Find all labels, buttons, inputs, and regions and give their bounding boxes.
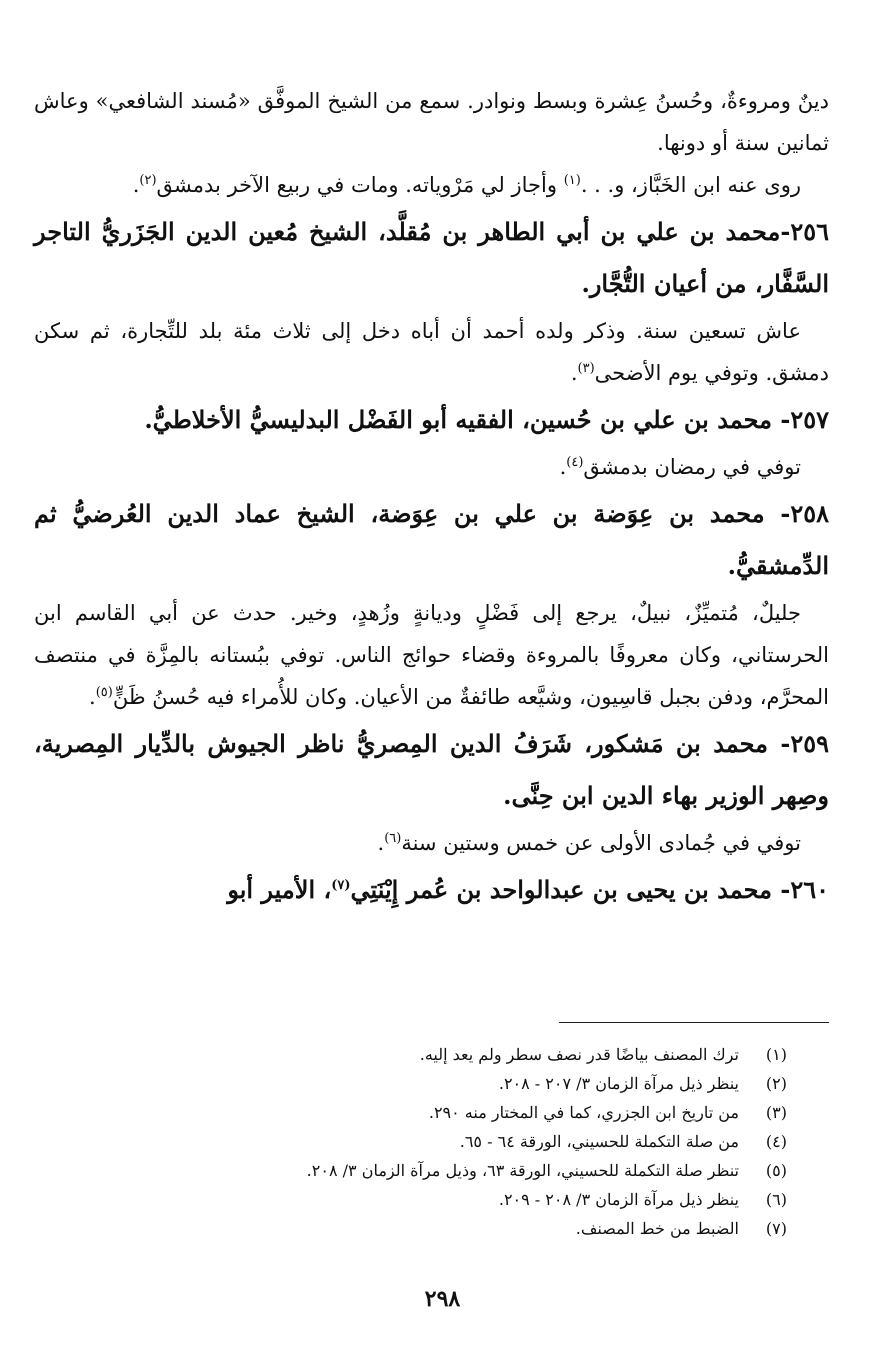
- footnote-text: من صلة التكملة للحسيني، الورقة ٦٤ - ٦٥.: [459, 1132, 739, 1151]
- footnote-number: (١): [765, 1045, 787, 1064]
- footnote-item: [60, 1214, 787, 1243]
- footnote-ref[interactable]: (٢): [139, 173, 157, 188]
- entry-heading: ٢٥٩- محمد بن مَشكور، شَرَفُ الدين المِصريُّ ناظر الجيوش بالدِّيار المِصرية، وصِهر الوزير بهاء الدين ابن حِنَّى.: [34, 729, 829, 810]
- footnote-text: تنظر صلة التكملة للحسيني، الورقة ٦٣، وذيل مرآة الزمان ٣/ ٢٠٨.: [306, 1161, 739, 1180]
- footnote-number: (٤): [765, 1132, 787, 1151]
- page-number: ٢٩٨: [424, 1286, 461, 1312]
- footnote-item: [60, 1069, 787, 1098]
- footnote-text: ترك المصنف بياضًا قدر نصف سطر ولم يعد إليه.: [419, 1045, 739, 1064]
- body-paragraph: توفي في جُمادى الأولى عن خمس وستين سنة$^{(٦)}$.: [377, 831, 801, 855]
- footnote-item: [60, 1098, 787, 1127]
- entry-heading: ٢٥٨- محمد بن عِوَضة بن علي بن عِوَضة، الشيخ عماد الدين العُرضيُّ ثم الدِّمشقيُّ.: [34, 499, 829, 580]
- footnote-text: الضبط من خط المصنف.: [575, 1219, 739, 1238]
- footnote-ref[interactable]: (١): [563, 173, 581, 188]
- footnote-number: (٣): [765, 1103, 787, 1122]
- footnotes-list: [60, 1040, 787, 1243]
- body-paragraph: دينٌ ومروءةٌ، وحُسنُ عِشرة وبسط ونوادر. سمع من الشيخ الموفَّق «مُسند الشافعي» وعاش ثمانين سنة أو دونها.: [34, 89, 829, 155]
- footnote-divider: [559, 1022, 829, 1023]
- entry-heading: ٢٥٦-محمد بن علي بن أبي الطاهر بن مُقلَّد، الشيخ مُعين الدين الجَزَريُّ التاجر السَّفَّار، من أعيان التُّجَّار.: [34, 217, 829, 298]
- main-text: [34, 80, 829, 916]
- footnote-text: من تاريخ ابن الجزري، كما في المختار منه ٢٩٠.: [428, 1103, 739, 1122]
- footnote-ref[interactable]: (٧): [331, 878, 351, 893]
- footnote-item: [60, 1185, 787, 1214]
- footnote-text: ينظر ذيل مرآة الزمان ٣/ ٢٠٨ - ٢٠٩.: [498, 1190, 739, 1209]
- footnote-ref[interactable]: (٥): [95, 685, 113, 700]
- entry-heading: ٢٥٧- محمد بن علي بن حُسين، الفقيه أبو الفَضْل البدليسيُّ الأخلاطيُّ.: [144, 405, 829, 434]
- footnote-number: (٦): [765, 1190, 787, 1209]
- footnote-ref[interactable]: (٤): [566, 455, 584, 470]
- body-paragraph: عاش تسعين سنة. وذكر ولده أحمد أن أباه دخل إلى ثلاث مئة بلد للتِّجارة، ثم سكن دمشق. وتوفي يوم الأضحى$^{(٣)}$.: [34, 319, 829, 385]
- footnote-number: (٢): [765, 1074, 787, 1093]
- footnote-text: ينظر ذيل مرآة الزمان ٣/ ٢٠٧ - ٢٠٨.: [498, 1074, 739, 1093]
- footnote-ref[interactable]: (٣): [577, 361, 595, 376]
- footnote-ref[interactable]: (٦): [384, 831, 402, 846]
- footnote-number: (٥): [765, 1161, 787, 1180]
- footnote-item: [60, 1040, 787, 1069]
- footnote-item: [60, 1127, 787, 1156]
- body-paragraph: روى عنه ابن الخَبَّاز، و. . .$^{(١)}$ وأجاز لي مَرْوياته. ومات في ربيع الآخر بدمشق$^{(٢)}$.: [132, 173, 801, 197]
- footnote-number: (٧): [765, 1219, 787, 1238]
- body-paragraph: جليلٌ، مُتميِّزٌ، نبيلٌ، يرجع إلى فَضْلٍ وديانةٍ وزُهدٍ، وخير. حدث عن أبي القاسم ابن الحرستاني، وكان معروفًا بالمروءة وقضاء حوائج الناس. توفي ببُستانه بالمِزَّة في منتصف المحرَّم، ودفن بجبل قاسِيون، وشيَّعه طائفةٌ من الأعيان. وكان للأُمراء فيه حُسنُ ظَنٍّ$^{(٥)}$.: [34, 601, 829, 709]
- footnote-item: [60, 1156, 787, 1185]
- entry-heading: ٢٦٠- محمد بن يحيى بن عبدالواحد بن عُمر إِيْنَتِي$^{(٧)}$، الأمير أبو: [227, 875, 829, 904]
- body-paragraph: توفي في رمضان بدمشق$^{(٤)}$.: [559, 455, 801, 479]
